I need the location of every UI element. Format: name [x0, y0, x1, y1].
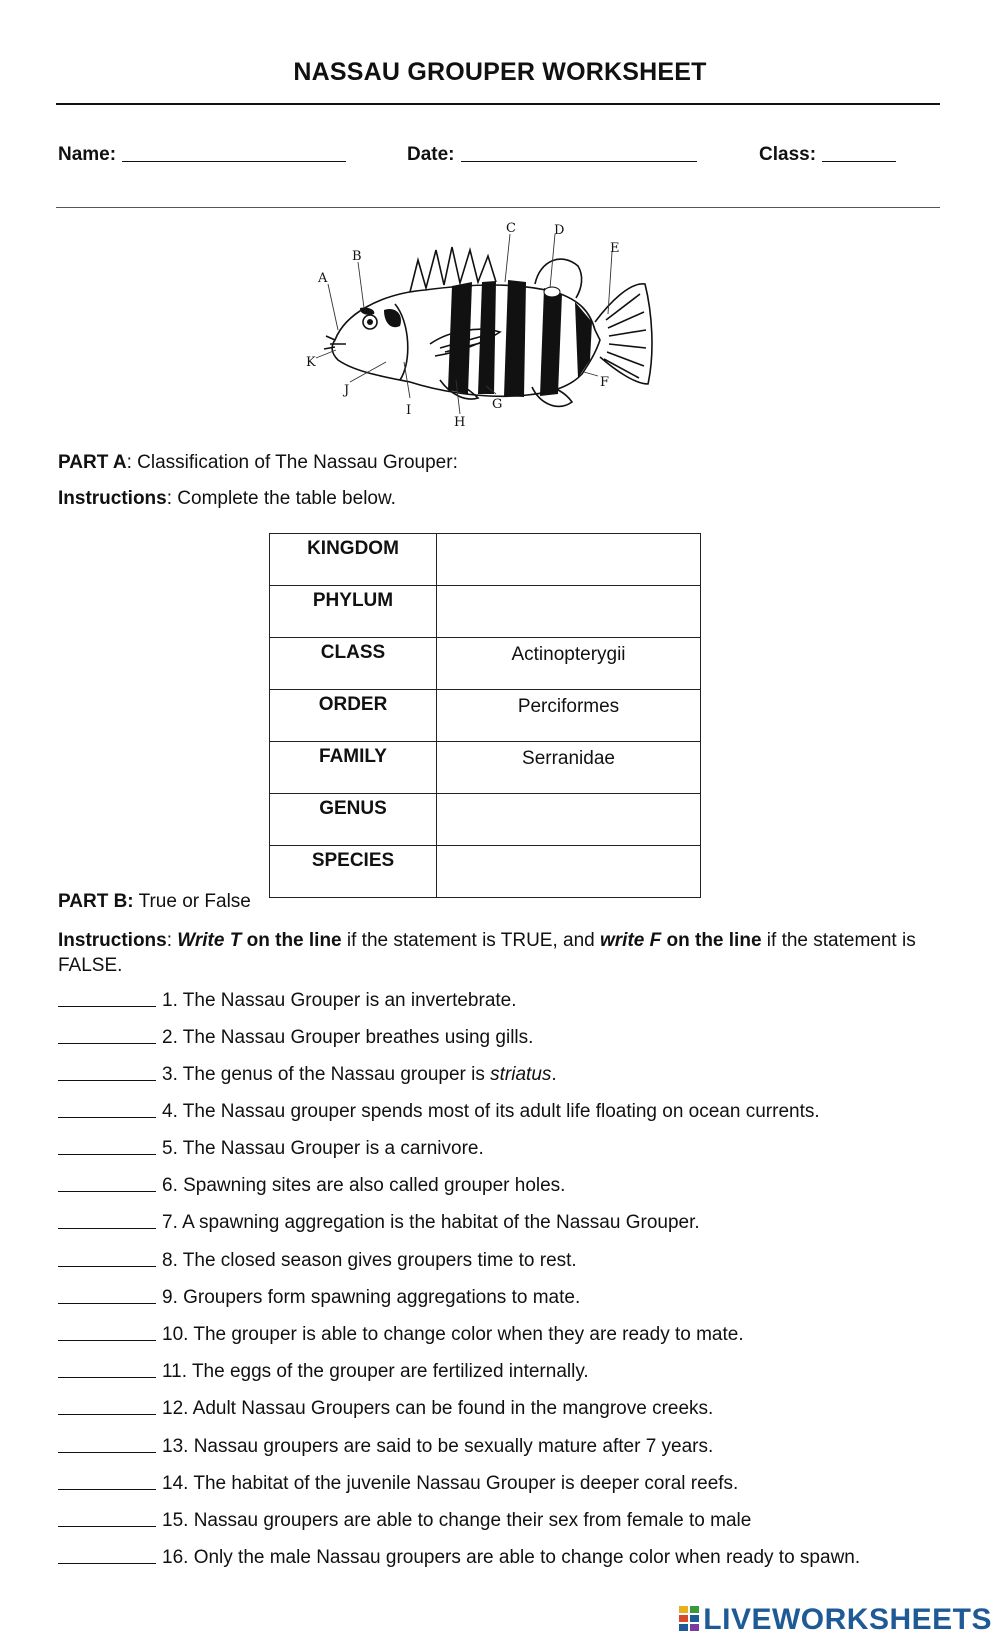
rank-cell: KINGDOM — [270, 534, 437, 586]
part-b-heading: PART B: True or False — [58, 891, 251, 912]
rank-cell: GENUS — [270, 794, 437, 846]
name-field — [58, 143, 346, 166]
question-3: 3. The genus of the Nassau grouper is striatus. — [58, 1064, 557, 1086]
table-row — [270, 742, 701, 794]
table-row — [270, 794, 701, 846]
class-blank[interactable] — [822, 143, 896, 162]
table-row — [270, 586, 701, 638]
question-16: 16. Only the male Nassau groupers are able to change color when ready to spawn. — [58, 1547, 860, 1569]
answer-blank[interactable] — [58, 1138, 156, 1155]
question-15: 15. Nassau groupers are able to change their sex from female to male — [58, 1510, 751, 1532]
value-cell[interactable] — [437, 794, 701, 846]
table-row — [270, 690, 701, 742]
value-cell: Actinopterygii — [437, 638, 701, 690]
value-cell: Perciformes — [437, 690, 701, 742]
class-field — [759, 143, 896, 166]
date-blank[interactable] — [461, 143, 697, 162]
answer-blank[interactable] — [58, 1212, 156, 1229]
answer-blank[interactable] — [58, 1027, 156, 1044]
table-row — [270, 846, 701, 898]
answer-blank[interactable] — [58, 1398, 156, 1415]
rank-cell: CLASS — [270, 638, 437, 690]
part-a-instructions: Instructions: Complete the table below. — [58, 488, 396, 509]
worksheet-title: NASSAU GROUPER WORKSHEET — [293, 58, 707, 86]
answer-blank[interactable] — [58, 1324, 156, 1341]
answer-blank[interactable] — [58, 1436, 156, 1453]
label-f: F — [600, 375, 610, 390]
name-blank[interactable] — [122, 143, 346, 162]
label-e: E — [610, 241, 620, 256]
question-4: 4. The Nassau grouper spends most of its adult life floating on ocean currents. — [58, 1101, 820, 1123]
fish-diagram — [300, 222, 700, 447]
question-8: 8. The closed season gives groupers time to rest. — [58, 1250, 577, 1272]
student-info-row — [58, 143, 942, 171]
rank-cell: FAMILY — [270, 742, 437, 794]
brand-logo: LIVEWORKSHEETS — [679, 1603, 992, 1637]
rank-cell: PHYLUM — [270, 586, 437, 638]
class-label: Class: — [759, 144, 817, 165]
answer-blank[interactable] — [58, 1473, 156, 1490]
date-label: Date: — [407, 144, 455, 165]
label-b: B — [352, 249, 362, 264]
question-9: 9. Groupers form spawning aggregations to mate. — [58, 1287, 580, 1309]
question-6: 6. Spawning sites are also called grouper holes. — [58, 1175, 565, 1197]
answer-blank[interactable] — [58, 1547, 156, 1564]
rank-cell: ORDER — [270, 690, 437, 742]
answer-blank[interactable] — [58, 1064, 156, 1081]
question-12: 12. Adult Nassau Groupers can be found in the mangrove creeks. — [58, 1398, 713, 1420]
rank-cell: SPECIES — [270, 846, 437, 898]
label-h: H — [454, 415, 466, 430]
value-cell[interactable] — [437, 534, 701, 586]
question-11: 11. The eggs of the grouper are fertilized internally. — [58, 1361, 589, 1383]
label-c: C — [506, 222, 516, 236]
label-a: A — [318, 271, 328, 286]
label-i: I — [406, 403, 412, 418]
date-field — [407, 143, 697, 166]
answer-blank[interactable] — [58, 1250, 156, 1267]
question-13: 13. Nassau groupers are said to be sexually mature after 7 years. — [58, 1436, 713, 1458]
part-a-heading: PART A: Classification of The Nassau Grouper: — [58, 452, 458, 473]
value-cell[interactable] — [437, 586, 701, 638]
question-7: 7. A spawning aggregation is the habitat of the Nassau Grouper. — [58, 1212, 700, 1234]
label-g: G — [492, 397, 503, 412]
classification-table — [269, 533, 701, 898]
brand-icon — [679, 1606, 701, 1632]
table-row — [270, 534, 701, 586]
table-row — [270, 638, 701, 690]
question-14: 14. The habitat of the juvenile Nassau Grouper is deeper coral reefs. — [58, 1473, 738, 1495]
label-d: D — [554, 223, 565, 238]
info-divider — [56, 207, 940, 208]
name-label: Name: — [58, 144, 117, 165]
label-k: K — [306, 355, 316, 370]
part-b-instructions: Instructions: Write T on the line if the statement is TRUE, and write F on the line if the statement is FALSE. — [58, 930, 916, 976]
answer-blank[interactable] — [58, 1175, 156, 1192]
answer-blank[interactable] — [58, 1287, 156, 1304]
answer-blank[interactable] — [58, 1510, 156, 1527]
answer-blank[interactable] — [58, 1101, 156, 1118]
answer-blank[interactable] — [58, 990, 156, 1007]
question-5: 5. The Nassau Grouper is a carnivore. — [58, 1138, 484, 1160]
answer-blank[interactable] — [58, 1361, 156, 1378]
label-j: J — [344, 383, 350, 398]
title-divider — [56, 103, 940, 105]
value-cell: Serranidae — [437, 742, 701, 794]
question-2: 2. The Nassau Grouper breathes using gills. — [58, 1027, 533, 1049]
value-cell[interactable] — [437, 846, 701, 898]
question-10: 10. The grouper is able to change color when they are ready to mate. — [58, 1324, 744, 1346]
question-1: 1. The Nassau Grouper is an invertebrate. — [58, 990, 517, 1012]
